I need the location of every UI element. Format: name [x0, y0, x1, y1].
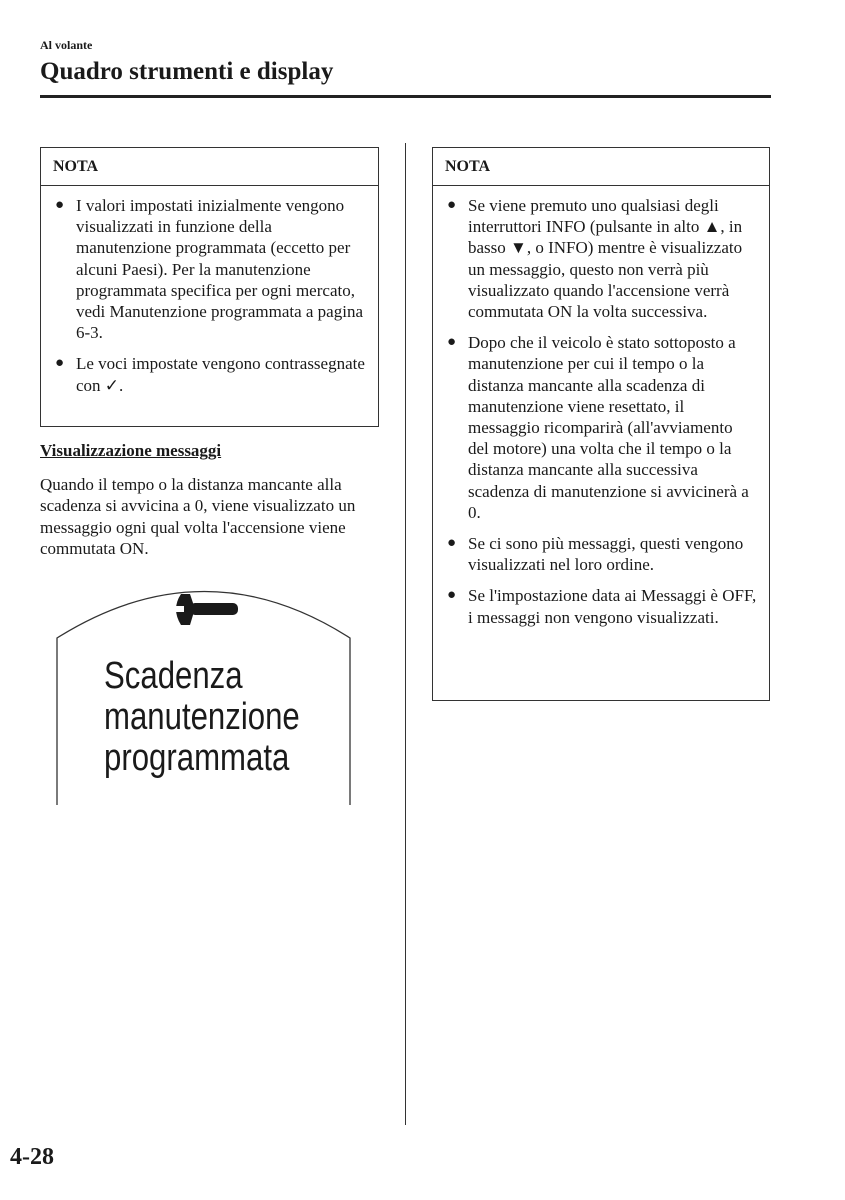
page-title: Quadro strumenti e display — [40, 58, 334, 85]
wrench-icon — [170, 594, 238, 625]
bullet-icon: ● — [447, 587, 457, 604]
check-icon: ✓ — [104, 375, 120, 395]
note-heading: NOTA — [41, 148, 378, 186]
note-heading: NOTA — [433, 148, 769, 186]
bullet-icon: ● — [55, 197, 65, 213]
note-item — [53, 195, 366, 343]
note-item-text: I valori impostati inizialmente vengono visualizzati in funzione della manutenzione programmata (eccetto per alcuni Paesi). Per la manutenzione programmata specifica per ogni mercato, vedi Manutenzione programmata a pagina 6-3. — [76, 196, 363, 343]
display-line: Scadenza — [104, 655, 243, 697]
bullet-icon: ● — [447, 334, 457, 351]
bullet-icon: ● — [447, 535, 457, 552]
section-heading: Visualizzazione messaggi — [40, 441, 222, 460]
display-line: manutenzione — [104, 696, 300, 738]
note-item-text: , o INFO) mentre è visualizzato un messaggio, questo non verrà più visualizzato quando l'accensione verrà commutata ON la volta successiva. — [468, 238, 743, 322]
page-number: 4-28 — [10, 1144, 54, 1170]
right-note-box — [432, 147, 770, 701]
note-item-text: Le voci impostate vengono contrassegnate con — [76, 354, 365, 395]
note-item — [445, 332, 757, 523]
body-paragraph: Quando il tempo o la distanza mancante alla scadenza si avvicina a 0, viene visualizzato un messaggio ogni qual volta l'accensione viene commutata ON. — [40, 475, 356, 559]
up-arrow-icon: ▲ — [703, 217, 721, 237]
note-item — [445, 195, 757, 322]
note-item-text: , in basso — [468, 217, 743, 258]
note-item-punct: . — [119, 375, 124, 395]
note-item-text: Se l'impostazione data ai Messaggi è OFF, i messaggi non vengono visualizzati. — [468, 586, 757, 627]
left-note-box — [40, 147, 379, 427]
note-item-text: Se viene premuto uno qualsiasi degli interruttori INFO (pulsante in alto — [468, 196, 719, 237]
down-arrow-icon: ▼ — [510, 238, 527, 258]
section-label: Al volante — [40, 38, 93, 52]
column-divider — [405, 143, 406, 1125]
note-item — [53, 353, 366, 395]
display-message — [104, 656, 300, 779]
display-line: programmata — [104, 737, 290, 779]
bullet-icon: ● — [447, 197, 457, 213]
note-item — [445, 585, 757, 627]
note-item-text: Se ci sono più messaggi, questi vengono visualizzati nel loro ordine. — [468, 534, 744, 575]
title-rule — [40, 95, 771, 98]
note-item — [445, 533, 757, 575]
note-list — [41, 186, 378, 412]
note-item-text: Dopo che il veicolo è stato sottoposto a manutenzione per cui il tempo o la distanza mancante alla scadenza di manutenzione viene resettato, il messaggio ricomparirà (all'avviamento del motore) una volta che il tempo o la distanza mancante alla successiva scadenza di manutenzione si avvicinerà a 0. — [468, 333, 749, 522]
bullet-icon: ● — [55, 355, 65, 372]
note-list — [433, 186, 769, 644]
